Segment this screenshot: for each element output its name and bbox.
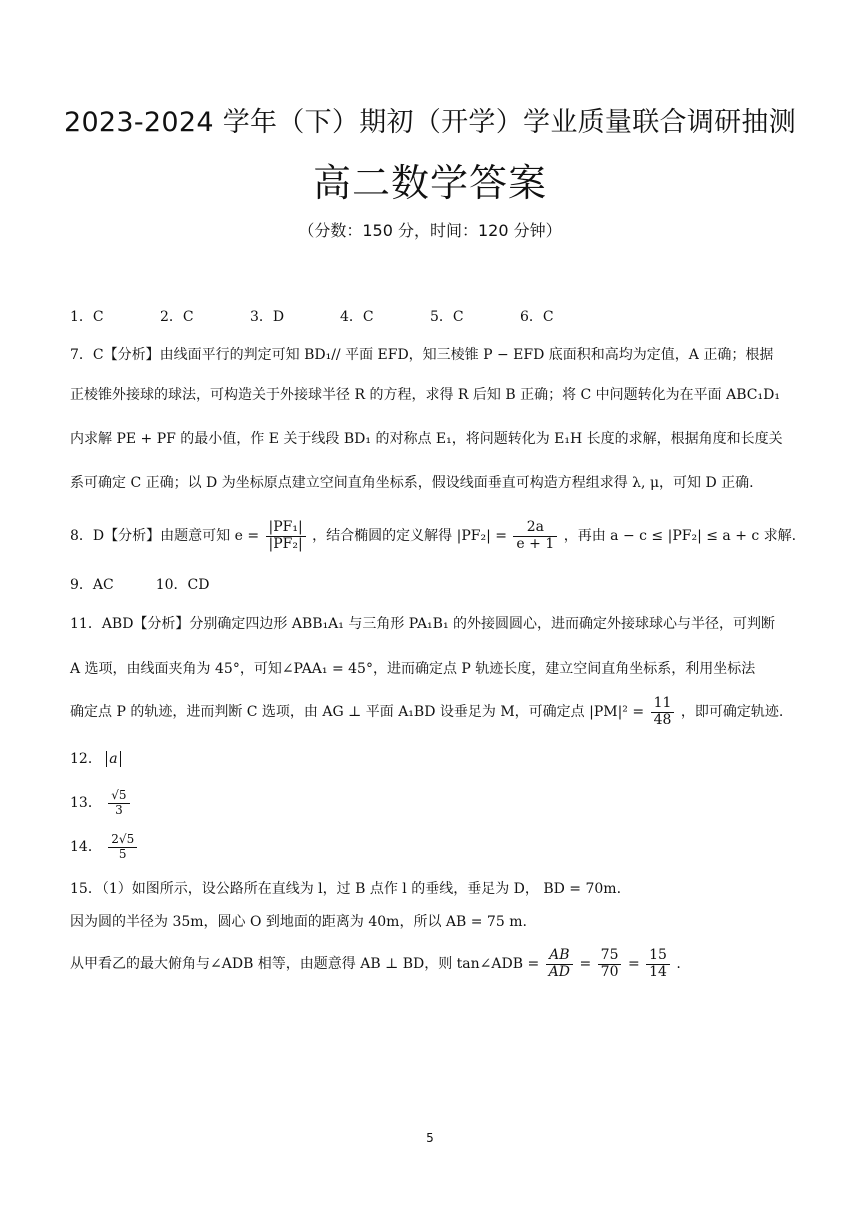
q8-mid: ，结合椭圆的定义解得 |PF₂| =: [312, 528, 507, 544]
q15-f3-denominator: 14: [649, 963, 667, 980]
q8-tail: ，再由 a − c ≤ |PF₂| ≤ a + c 求解.: [563, 528, 797, 544]
q11-line-1: 11．ABD【分析】分别确定四边形 ABB₁A₁ 与三角形 PA₁B₁ 的外接圆圆心，进而确定外接球球心与半径，可判断: [70, 616, 776, 632]
q15-f2-numerator: 75: [598, 948, 622, 964]
q13-line: [70, 786, 132, 820]
q8-line: [70, 516, 796, 556]
answer-3: 3．D: [250, 309, 285, 325]
q15-line-1: 15．（1）如图所示，设公路所在直线为 l，过 B 点作 l 的垂线，垂足为 D， BD = 70m.: [70, 881, 622, 897]
q15-equals-1: =: [579, 956, 592, 972]
q11-l3-lead: 确定点 P 的轨迹，进而判断 C 选项，由 AG ⊥ 平面 A₁BD 设垂足为 M，可确定点 |PM|² =: [70, 704, 645, 720]
q11-line-2: A 选项，由线面夹角为 45°，可知∠PAA₁ = 45°，进而确定点 P 轨迹长度，建立空间直角坐标系，利用坐标法: [70, 661, 756, 677]
answer-2: 2．C: [160, 309, 194, 325]
q12-label: 12．: [70, 751, 102, 767]
q15-f2-denominator: 70: [600, 963, 619, 980]
q14-line: [70, 830, 139, 864]
q8-f1-numerator: |PF₁|: [266, 520, 306, 536]
q8-f2-denominator: e + 1: [516, 535, 555, 552]
q12-line: [70, 750, 121, 768]
q15-line-3: [70, 944, 681, 984]
mcq-answers: [70, 306, 610, 326]
q11-fraction: [651, 696, 675, 728]
q15-fraction-15-14: [646, 948, 670, 980]
answer-1: 1．C: [70, 309, 104, 325]
q11-numerator: 11: [651, 696, 675, 712]
q7-line-1: 7．C【分析】由线面平行的判定可知 BD₁// 平面 EFD，知三棱锥 P − EFD 底面积和高均为定值，A 正确；根据: [70, 347, 774, 363]
q11-line-3: [70, 692, 783, 732]
q13-numerator: √5: [108, 789, 129, 803]
q14-label: 14．: [70, 839, 102, 855]
q11-l3-tail: ，即可确定轨迹.: [680, 704, 784, 720]
q11-denominator: 48: [653, 711, 672, 728]
answer-4: 4．C: [340, 309, 374, 325]
q8-fraction-pf2: [513, 520, 557, 552]
q13-denominator: 3: [115, 802, 123, 817]
q8-f2-numerator: 2a: [513, 520, 557, 536]
page-number: 5: [426, 1131, 434, 1145]
q13-fraction: [108, 789, 129, 816]
exam-header: 2023-2024 学年（下）期初（开学）学业质量联合调研抽测: [63, 107, 797, 138]
q15-fraction-75-70: [598, 948, 622, 980]
q8-lead: 8．D【分析】由题意可知 e =: [70, 528, 260, 544]
page-title: 高二数学答案: [312, 161, 547, 205]
q14-numerator: 2√5: [108, 833, 137, 847]
answer-5: 5．C: [430, 309, 464, 325]
q8-f1-denominator: |PF₂|: [268, 535, 303, 552]
q15-f3-numerator: 15: [646, 948, 670, 964]
q14-fraction: [108, 833, 137, 860]
q13-label: 13．: [70, 795, 102, 811]
q7-line-2: 正棱锥外接球的球法，可构造关于外接球半径 R 的方程，求得 R 后知 B 正确；将 C 中问题转化为在平面 ABC₁D₁: [70, 387, 780, 403]
q15-l3-tail: .: [676, 956, 681, 972]
q15-l3-lead: 从甲看乙的最大俯角与∠ADB 相等，由题意得 AB ⊥ BD，则 tan∠ADB =: [70, 956, 540, 972]
q7-line-3: 内求解 PE + PF 的最小值，作 E 关于线段 BD₁ 的对称点 E₁，将问题转化为 E₁H 长度的求解，根据角度和长度关: [70, 431, 783, 447]
q8-fraction-e: [266, 520, 306, 552]
exam-subtitle: （分数：150 分，时间：120 分钟）: [298, 221, 562, 240]
q15-line-2: 因为圆的半径为 35m，圆心 O 到地面的距离为 40m，所以 AB = 75 m.: [70, 914, 527, 930]
answer-6: 6．C: [520, 309, 554, 325]
q15-fraction-ab-ad: [546, 948, 573, 980]
q15-f1-numerator: AB: [546, 948, 573, 964]
q15-equals-2: =: [627, 956, 640, 972]
q14-denominator: 5: [118, 846, 127, 861]
q9-q10-answers: 9．AC 10．CD: [70, 577, 210, 593]
q7-line-4: 系可确定 C 正确；以 D 为坐标原点建立空间直角坐标系，假设线面垂直可构造方程组求得 λ, μ，可知 D 正确.: [70, 475, 754, 491]
q12-answer: a: [106, 751, 120, 767]
q15-f1-denominator: AD: [548, 963, 571, 980]
